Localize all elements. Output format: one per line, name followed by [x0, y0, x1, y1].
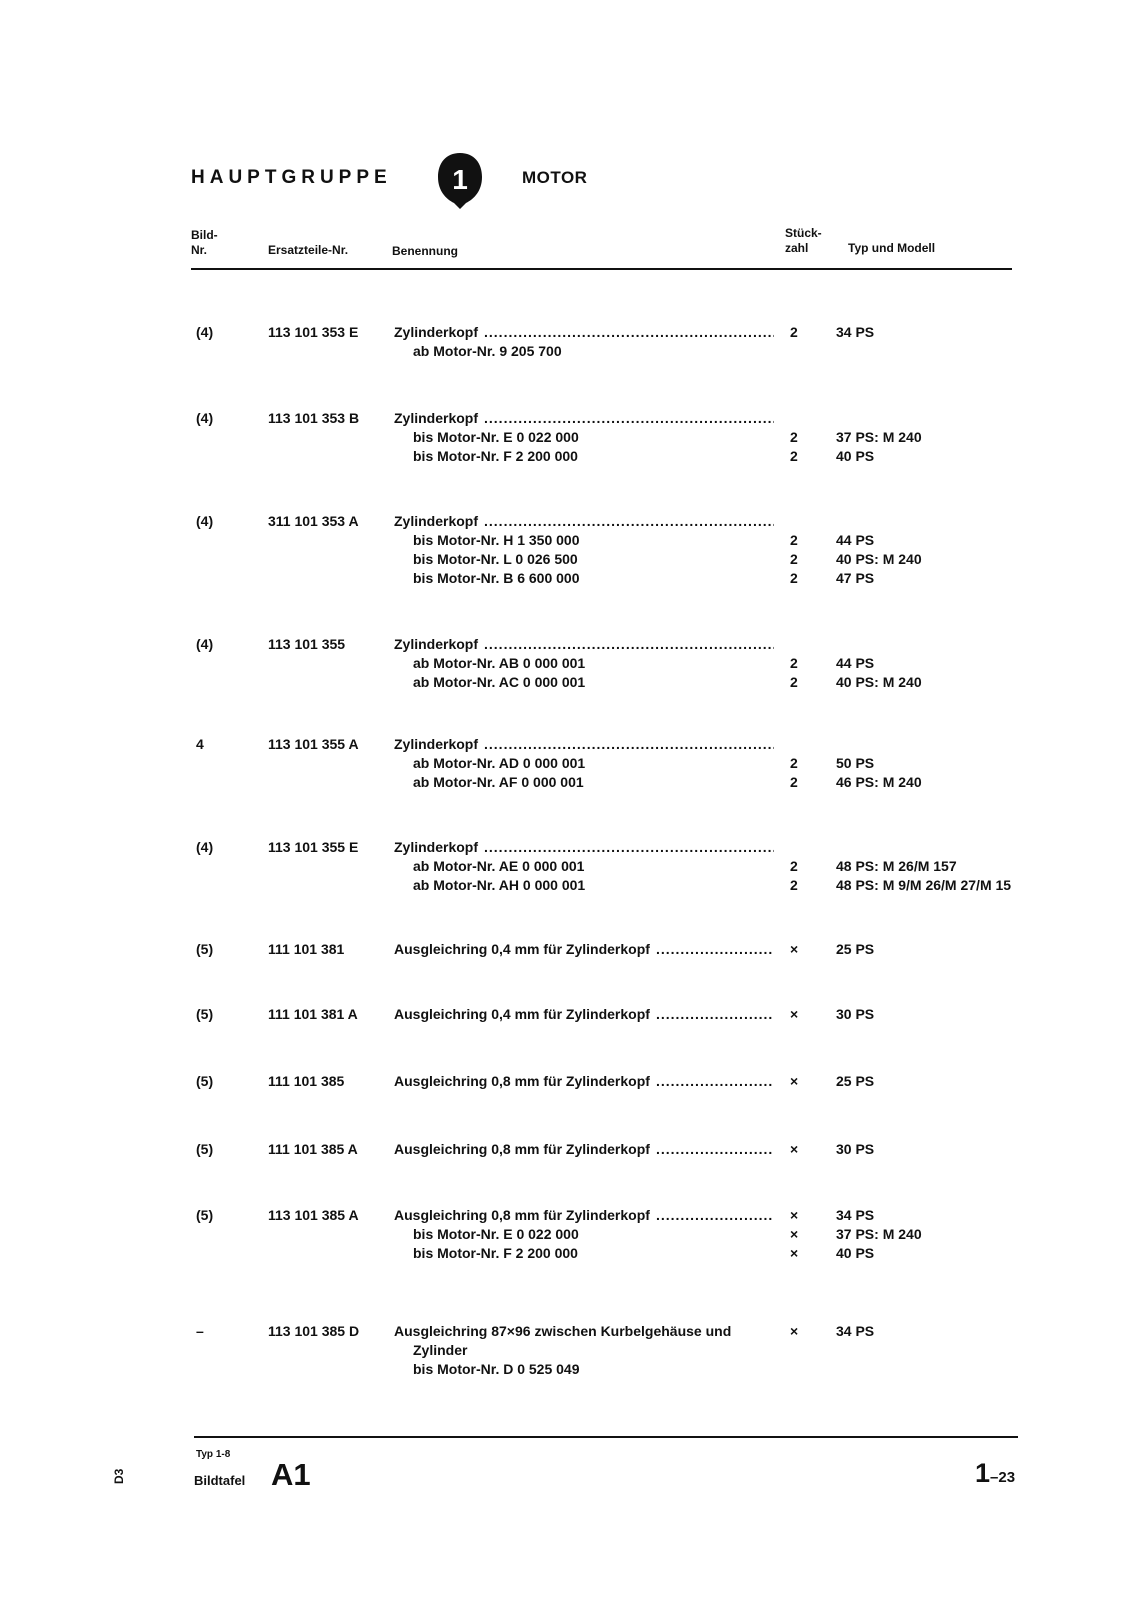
entry-title [394, 635, 774, 654]
entry-sub: ab Motor-Nr. AF 0 000 001 [413, 774, 584, 790]
entry-typ [836, 1140, 874, 1159]
entry-typ-value [836, 735, 922, 754]
group-label: HAUPTGRUPPE [191, 167, 392, 188]
entry-description [394, 323, 774, 361]
entry-typ-value: 44 PS [836, 655, 875, 671]
entry-qty-value: 2 [790, 551, 798, 567]
entry-bild: 4 [196, 736, 204, 752]
entry-bild: (4) [196, 839, 214, 855]
entry-qty-value: × [790, 1207, 799, 1223]
entry-description [394, 1005, 774, 1024]
entry-qty [790, 735, 820, 792]
entry-qty [790, 512, 820, 588]
entry-qty-value: × [790, 1226, 799, 1242]
entry-bild: (4) [196, 410, 214, 426]
entry-qty-value: 2 [790, 448, 798, 464]
entry-typ-value: 34 PS [836, 324, 875, 340]
entry-typ [836, 635, 922, 692]
col-bild-line2: Nr. [191, 243, 208, 257]
entry-typ-value [836, 838, 1011, 857]
entry-typ-value: 34 PS [836, 1207, 875, 1223]
entry-description [394, 1072, 774, 1091]
entry-qty [790, 838, 820, 895]
entry-title [394, 409, 774, 428]
entry-qty-value: × [790, 941, 799, 957]
leader-dots [484, 409, 774, 428]
footer-rule [194, 1436, 1018, 1438]
entry-qty [790, 940, 820, 959]
footer-bildtafel-label: Bildtafel [194, 1473, 246, 1488]
entry-bild: (4) [196, 636, 214, 652]
group-number: 1 [452, 164, 468, 195]
entry-qty-value: 2 [790, 674, 798, 690]
leader-dots [484, 735, 774, 754]
entry-qty-value [790, 342, 820, 361]
col-stueck [785, 226, 822, 256]
entry-title [394, 1140, 774, 1159]
entry-qty [790, 409, 820, 466]
footer-side-code: D3 [112, 1468, 126, 1484]
entry-typ [836, 838, 1011, 895]
entry-typ-value: 40 PS: M 240 [836, 551, 922, 567]
page-number [975, 1458, 1015, 1489]
page-number-main: 1 [975, 1458, 991, 1488]
entry-qty [790, 1005, 820, 1024]
entry-title [394, 1005, 774, 1024]
entry-title-text: Ausgleichring 0,8 mm für Zylinderkopf [394, 1141, 650, 1157]
entry-typ-value [836, 342, 874, 361]
entry-typ-value: 46 PS: M 240 [836, 774, 922, 790]
entry-qty-value: 2 [790, 774, 798, 790]
entry-title-text: Zylinderkopf [394, 636, 479, 652]
entry-typ-value: 48 PS: M 26/M 157 [836, 858, 957, 874]
col-bild-line1: Bild- [191, 228, 218, 242]
entry-sub: ab Motor-Nr. AC 0 000 001 [413, 674, 586, 690]
entry-description [394, 635, 774, 692]
entry-qty-value: 2 [790, 655, 798, 671]
entry-qty [790, 323, 820, 361]
entry-title-text: Zylinderkopf [394, 839, 479, 855]
entry-typ-value: 25 PS [836, 1073, 875, 1089]
col-bild [191, 228, 218, 258]
entry-part-number: 113 101 385 D [268, 1323, 360, 1339]
entry-bild: (5) [196, 1141, 214, 1157]
entry-description [394, 1206, 774, 1263]
entry-qty [790, 1072, 820, 1091]
entry-title [394, 1206, 774, 1225]
entry-typ-value: 44 PS [836, 532, 875, 548]
entry-part-number: 311 101 353 A [268, 513, 359, 529]
entry-sub: bis Motor-Nr. E 0 022 000 [413, 429, 579, 445]
entry-qty [790, 1206, 820, 1263]
entry-typ-value: 37 PS: M 240 [836, 1226, 922, 1242]
entry-sub: ab Motor-Nr. AH 0 000 001 [413, 877, 586, 893]
entry-sub: bis Motor-Nr. L 0 026 500 [413, 551, 578, 567]
entry-qty-value: × [790, 1073, 799, 1089]
col-typ: Typ und Modell [848, 241, 936, 255]
entry-description [394, 940, 774, 959]
entry-bild: (5) [196, 1207, 214, 1223]
entry-typ-value: 50 PS [836, 755, 875, 771]
entry-description [394, 512, 774, 588]
col-ersatzteil: Ersatzteile-Nr. [268, 243, 349, 257]
entry-part-number: 113 101 355 E [268, 839, 359, 855]
leader-dots [484, 323, 774, 342]
entry-bild: (5) [196, 941, 214, 957]
entry-qty-value: × [790, 1141, 799, 1157]
entry-title-text: Zylinderkopf [394, 410, 479, 426]
entry-sub: bis Motor-Nr. F 2 200 000 [413, 1245, 578, 1261]
entry-qty-value [790, 838, 820, 857]
entry-bild: (4) [196, 513, 214, 529]
entry-sub: ab Motor-Nr. AB 0 000 001 [413, 655, 586, 671]
col-benennung: Benennung [392, 244, 458, 258]
footer-typ: Typ 1-8 [196, 1449, 231, 1460]
entry-part-number: 111 101 381 [268, 941, 345, 957]
entry-qty [790, 1140, 820, 1159]
entry-qty-value: × [790, 1006, 799, 1022]
entry-typ-value: 30 PS [836, 1006, 875, 1022]
entry-qty-value [790, 735, 820, 754]
entry-typ-value: 47 PS [836, 570, 875, 586]
entry-qty-value: 2 [790, 570, 798, 586]
entry-typ-value: 30 PS [836, 1141, 875, 1157]
entry-qty-value: 2 [790, 858, 798, 874]
entry-title-text: Ausgleichring 0,4 mm für Zylinderkopf [394, 941, 650, 957]
leader-dots [656, 1206, 774, 1225]
entry-typ-value: 40 PS: M 240 [836, 674, 922, 690]
entry-title [394, 735, 774, 754]
entry-typ-value [836, 635, 922, 654]
entry-typ-value: 37 PS: M 240 [836, 429, 922, 445]
leader-dots [656, 1072, 774, 1091]
entry-bild: (5) [196, 1073, 214, 1089]
entry-title [394, 512, 774, 531]
entry-title-text: Ausgleichring 0,4 mm für Zylinderkopf [394, 1006, 650, 1022]
entry-part-number: 111 101 385 [268, 1073, 345, 1089]
entry-part-number: 113 101 355 [268, 636, 346, 652]
entry-typ [836, 323, 874, 361]
entry-qty-value: 2 [790, 324, 798, 340]
entry-typ [836, 735, 922, 792]
entry-typ [836, 512, 922, 588]
entry-typ-value: 48 PS: M 9/M 26/M 27/M 15 [836, 877, 1012, 893]
entry-title: Ausgleichring 87×96 zwischen Kurbelgehäuse und [394, 1323, 732, 1339]
entry-title [394, 323, 774, 342]
leader-dots [484, 635, 774, 654]
leader-dots [656, 1005, 774, 1024]
group-number-badge [436, 151, 484, 209]
leader-dots [484, 512, 774, 531]
entry-qty-value: 2 [790, 429, 798, 445]
entry-typ-value: 40 PS [836, 448, 875, 464]
entry-title-text: Zylinderkopf [394, 324, 479, 340]
entry-typ [836, 1206, 922, 1263]
leader-dots [656, 1140, 774, 1159]
entry-qty-value: 2 [790, 755, 798, 771]
entry-qty-value [790, 512, 820, 531]
entry-title [394, 1072, 774, 1091]
entry-qty-value [790, 635, 820, 654]
leader-dots [656, 940, 774, 959]
entry-part-number: 113 101 385 A [268, 1207, 359, 1223]
entry-sub: bis Motor-Nr. B 6 600 000 [413, 570, 580, 586]
entry-qty: × [790, 1323, 799, 1339]
entry-typ [836, 1005, 874, 1024]
entry-sub: bis Motor-Nr. H 1 350 000 [413, 532, 580, 548]
entry-title-text: Ausgleichring 0,8 mm für Zylinderkopf [394, 1207, 650, 1223]
entry-typ [836, 1072, 874, 1091]
entry-qty [790, 635, 820, 692]
entry-typ-value [836, 512, 922, 531]
group-title: MOTOR [522, 168, 588, 187]
entry-part-number: 111 101 381 A [268, 1006, 358, 1022]
entry-sub: ab Motor-Nr. AE 0 000 001 [413, 858, 585, 874]
entry-typ [836, 409, 922, 466]
entry-sub: ab Motor-Nr. 9 205 700 [413, 343, 562, 359]
badge-shape-icon [436, 151, 484, 209]
col-stueck-line1: Stück- [785, 226, 822, 240]
entry-sub: bis Motor-Nr. D 0 525 049 [413, 1361, 580, 1377]
leader-dots [484, 838, 774, 857]
entry-description [394, 409, 774, 466]
entry-bild: (4) [196, 324, 214, 340]
entry-bild: – [196, 1323, 204, 1339]
entry-part-number: 113 101 353 E [268, 324, 359, 340]
entry-sub: bis Motor-Nr. F 2 200 000 [413, 448, 578, 464]
entry-sub: bis Motor-Nr. E 0 022 000 [413, 1226, 579, 1242]
entry-description [394, 1322, 794, 1379]
entry-bild: (5) [196, 1006, 214, 1022]
header-rule [191, 268, 1012, 270]
entry-typ-value: 25 PS [836, 941, 875, 957]
entry-qty-value: 2 [790, 877, 798, 893]
entry-description [394, 838, 774, 895]
col-stueck-line2: zahl [785, 241, 809, 255]
entry-part-number: 113 101 355 A [268, 736, 359, 752]
entry-sub: ab Motor-Nr. AD 0 000 001 [413, 755, 586, 771]
page-number-sub: –23 [990, 1469, 1016, 1486]
entry-description [394, 1140, 774, 1159]
entry-part-number: 113 101 353 B [268, 410, 360, 426]
entry-typ-value [836, 409, 922, 428]
entry-qty-value: × [790, 1245, 799, 1261]
footer-bildtafel-value: A1 [271, 1457, 311, 1492]
entry-typ [836, 940, 874, 959]
entry-title-text: Ausgleichring 0,8 mm für Zylinderkopf [394, 1073, 650, 1089]
entry-typ-value: 40 PS [836, 1245, 875, 1261]
entry-title [394, 940, 774, 959]
entry-title-text: Zylinderkopf [394, 736, 479, 752]
entry-description [394, 735, 774, 792]
entry-title [394, 838, 774, 857]
entry-typ: 34 PS [836, 1323, 875, 1339]
entry-title-cont: Zylinder [413, 1342, 468, 1358]
entry-qty-value: 2 [790, 532, 798, 548]
entry-qty-value [790, 409, 820, 428]
entry-title-text: Zylinderkopf [394, 513, 479, 529]
entry-part-number: 111 101 385 A [268, 1141, 358, 1157]
